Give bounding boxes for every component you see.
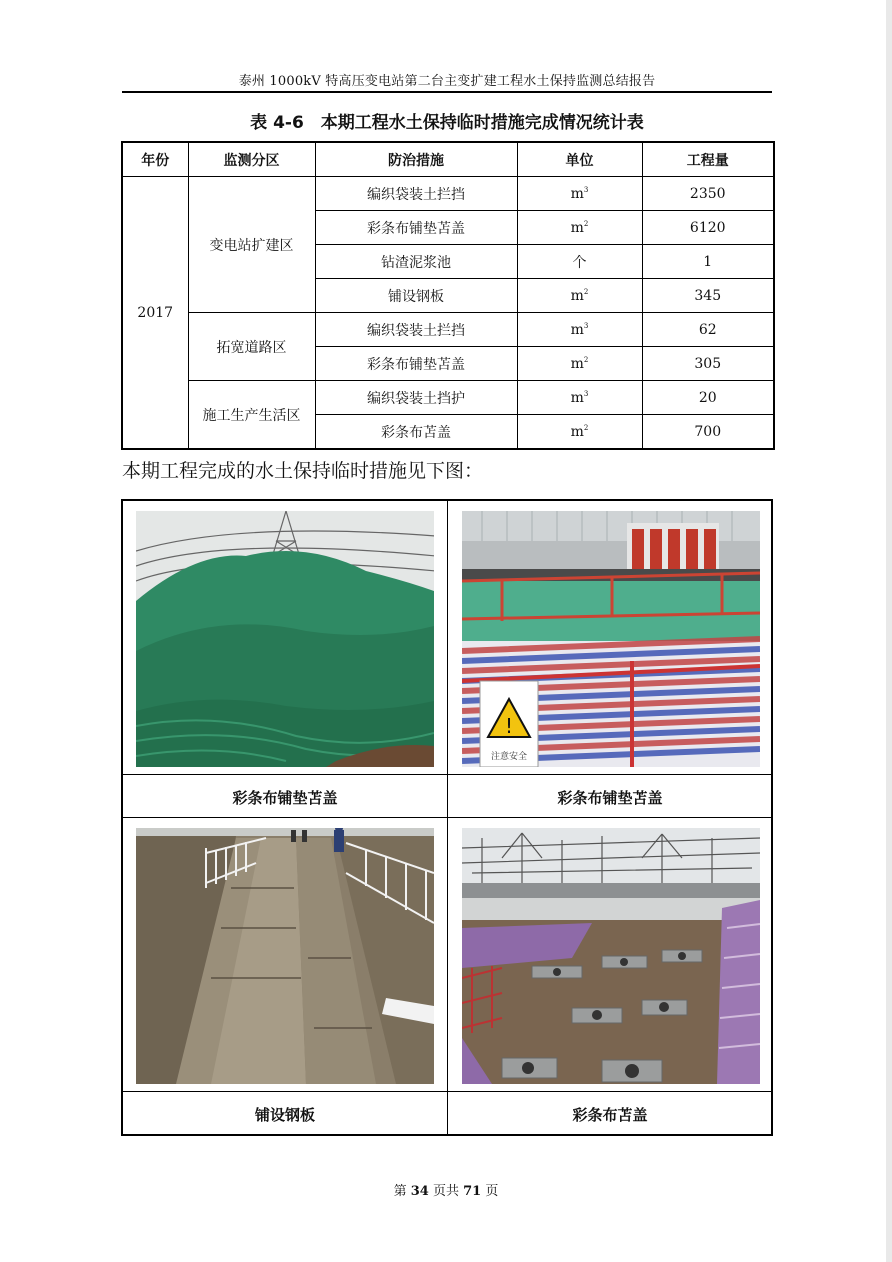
measure-cell: 彩条布苫盖 <box>315 415 517 450</box>
quantity-cell: 6120 <box>642 211 774 245</box>
unit-cell: $m^2$ <box>517 347 642 381</box>
photo-caption: 彩条布苫盖 <box>572 1106 648 1124</box>
photo-tarp-cover-excavation <box>462 828 760 1084</box>
grid-divider <box>123 817 771 818</box>
unit-cell: $m^2$ <box>517 279 642 313</box>
column-header-quantity: 工程量 <box>642 142 774 177</box>
measure-cell: 彩条布铺垫苫盖 <box>315 211 517 245</box>
zone-cell: 变电站扩建区 <box>188 177 315 313</box>
unit-cell: $m^2$ <box>517 211 642 245</box>
quantity-cell: 2350 <box>642 177 774 211</box>
intro-paragraph: 本期工程完成的水土保持临时措施见下图： <box>122 460 484 482</box>
photo-striped-tarp-cover <box>462 511 760 767</box>
quantity-cell: 62 <box>642 313 774 347</box>
measure-cell: 彩条布铺垫苫盖 <box>315 347 517 381</box>
quantity-cell: 345 <box>642 279 774 313</box>
column-header-measure: 防治措施 <box>315 142 517 177</box>
photo-steel-plates <box>136 828 434 1084</box>
table-row <box>122 313 774 347</box>
quantity-cell: 1 <box>642 245 774 279</box>
total-page-count: 71 <box>463 1184 482 1199</box>
table-caption: 表 4-6 本期工程水土保持临时措施完成情况统计表 <box>250 113 644 133</box>
quantity-cell: 20 <box>642 381 774 415</box>
column-header-year: 年份 <box>122 142 188 177</box>
table-row <box>122 381 774 415</box>
grid-divider <box>123 1091 771 1092</box>
grid-divider <box>123 774 771 775</box>
column-header-unit: 单位 <box>517 142 642 177</box>
column-header-zone: 监测分区 <box>188 142 315 177</box>
unit-cell: $m^3$ <box>517 177 642 211</box>
measure-cell: 编织袋装土拦挡 <box>315 313 517 347</box>
photo-caption: 彩条布铺垫苫盖 <box>557 789 663 807</box>
measure-cell: 铺设钢板 <box>315 279 517 313</box>
header-rule <box>122 91 772 93</box>
zone-cell: 施工生产生活区 <box>188 381 315 450</box>
unit-cell: 个 <box>517 245 642 279</box>
unit-cell: $m^2$ <box>517 415 642 450</box>
warning-sign-text: 注意安全 <box>490 752 528 762</box>
measure-cell: 编织袋装土拦挡 <box>315 177 517 211</box>
table-row <box>122 177 774 211</box>
running-header: 泰州 1000kV 特高压变电站第二台主变扩建工程水土保持监测总结报告 <box>238 74 656 89</box>
unit-cell: $m^3$ <box>517 313 642 347</box>
page-edge <box>886 0 892 1262</box>
year-cell: 2017 <box>122 177 188 450</box>
quantity-cell: 305 <box>642 347 774 381</box>
photo-caption: 铺设钢板 <box>254 1106 315 1124</box>
current-page-number: 34 <box>410 1184 429 1199</box>
unit-cell: $m^3$ <box>517 381 642 415</box>
photo-green-net-covered-soil <box>136 511 434 767</box>
photo-grid <box>121 499 773 1136</box>
statistics-table <box>121 141 775 450</box>
measure-cell: 编织袋装土挡护 <box>315 381 517 415</box>
zone-cell: 拓宽道路区 <box>188 313 315 381</box>
photo-caption: 彩条布铺垫苫盖 <box>232 789 338 807</box>
page-footer: 第 34 页共 71 页 <box>393 1184 499 1199</box>
quantity-cell: 700 <box>642 415 774 450</box>
measure-cell: 钻渣泥浆池 <box>315 245 517 279</box>
svg-text:!: ! <box>504 714 514 738</box>
table-header-row <box>122 142 774 177</box>
